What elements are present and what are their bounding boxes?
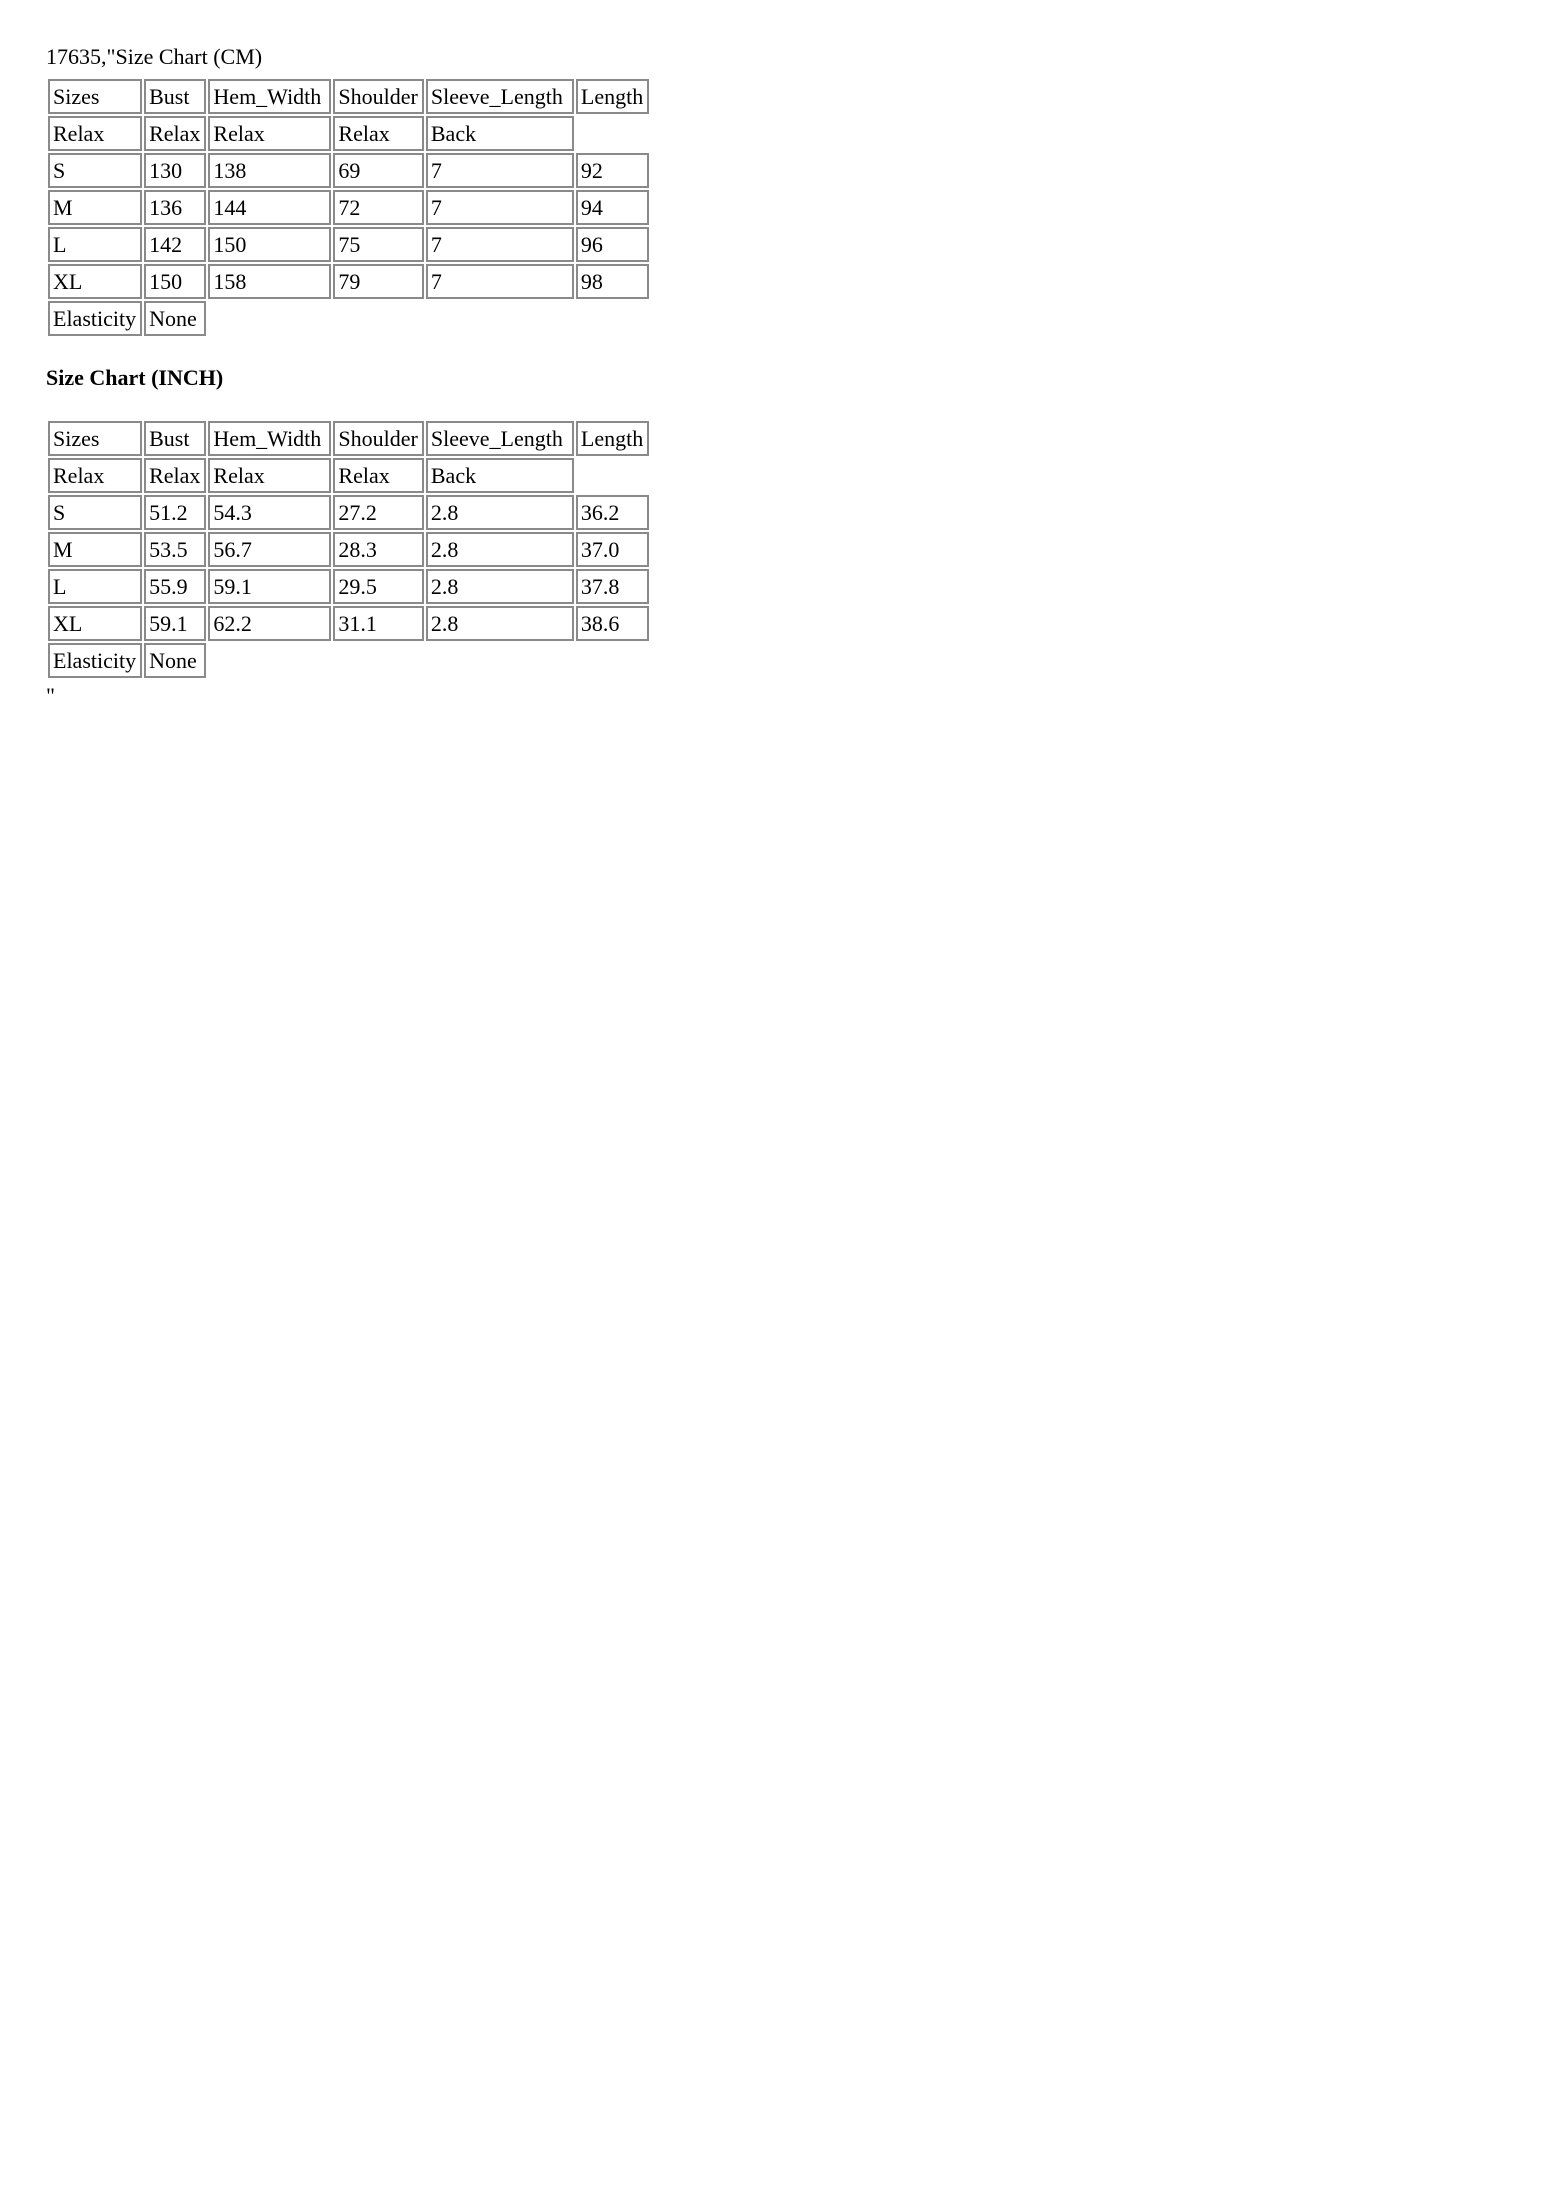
cm-header-hem-width: Hem_Width (208, 79, 331, 114)
hem-value: 54.3 (208, 495, 331, 530)
length-value: 96 (576, 227, 649, 262)
cm-header-row (48, 79, 649, 114)
elasticity-label: Elasticity (48, 643, 142, 678)
shoulder-value: 75 (333, 227, 423, 262)
inch-measure-hem: Relax (208, 458, 331, 493)
inch-measure-row (48, 458, 649, 493)
size-chart-inch-table (46, 419, 651, 680)
cm-measure-row (48, 116, 649, 151)
shoulder-value: 79 (333, 264, 423, 299)
bust-value: 130 (144, 153, 206, 188)
sleeve-value: 2.8 (426, 532, 574, 567)
inch-header-hem-width: Hem_Width (208, 421, 331, 456)
inch-measure-length-empty (576, 458, 649, 493)
inch-measure-shoulder: Relax (333, 458, 423, 493)
length-value: 37.0 (576, 532, 649, 567)
inch-header-sleeve-length: Sleeve_Length (426, 421, 574, 456)
bust-value: 51.2 (144, 495, 206, 530)
sleeve-value: 2.8 (426, 606, 574, 641)
size-label: XL (48, 264, 142, 299)
elasticity-value: None (144, 301, 206, 336)
bust-value: 150 (144, 264, 206, 299)
shoulder-value: 72 (333, 190, 423, 225)
length-value: 94 (576, 190, 649, 225)
cm-header-sizes: Sizes (48, 79, 142, 114)
closing-quote: " (46, 683, 55, 708)
csv-title-line: 17635,"Size Chart (CM) (46, 44, 263, 69)
cm-measure-sizes: Relax (48, 116, 142, 151)
size-label: M (48, 190, 142, 225)
inch-row-s (48, 495, 649, 530)
cm-row-xl (48, 264, 649, 299)
inch-header-bust: Bust (144, 421, 206, 456)
bust-value: 142 (144, 227, 206, 262)
size-chart-cm-table (46, 77, 651, 338)
shoulder-value: 31.1 (333, 606, 423, 641)
shoulder-value: 29.5 (333, 569, 423, 604)
size-label: L (48, 569, 142, 604)
size-label: XL (48, 606, 142, 641)
hem-value: 59.1 (208, 569, 331, 604)
inch-row-l (48, 569, 649, 604)
hem-value: 158 (208, 264, 331, 299)
inch-header-length: Length (576, 421, 649, 456)
sleeve-value: 7 (426, 264, 574, 299)
shoulder-value: 28.3 (333, 532, 423, 567)
inch-measure-sizes: Relax (48, 458, 142, 493)
inch-row-xl (48, 606, 649, 641)
length-value: 37.8 (576, 569, 649, 604)
inch-measure-bust: Relax (144, 458, 206, 493)
inch-header-shoulder: Shoulder (333, 421, 423, 456)
size-label: S (48, 495, 142, 530)
inch-heading: Size Chart (INCH) (46, 365, 224, 390)
elasticity-value: None (144, 643, 206, 678)
inch-measure-sleeve: Back (426, 458, 574, 493)
shoulder-value: 27.2 (333, 495, 423, 530)
cm-header-sleeve-length: Sleeve_Length (426, 79, 574, 114)
bust-value: 136 (144, 190, 206, 225)
cm-measure-length-empty (576, 116, 649, 151)
bust-value: 55.9 (144, 569, 206, 604)
size-label: M (48, 532, 142, 567)
inch-header-row (48, 421, 649, 456)
cm-header-length: Length (576, 79, 649, 114)
cm-row-l (48, 227, 649, 262)
inch-row-m (48, 532, 649, 567)
cm-measure-hem: Relax (208, 116, 331, 151)
hem-value: 62.2 (208, 606, 331, 641)
bust-value: 53.5 (144, 532, 206, 567)
cm-elasticity-row (48, 301, 649, 336)
elasticity-label: Elasticity (48, 301, 142, 336)
cm-row-m (48, 190, 649, 225)
sleeve-value: 7 (426, 227, 574, 262)
bust-value: 59.1 (144, 606, 206, 641)
length-value: 98 (576, 264, 649, 299)
sleeve-value: 2.8 (426, 569, 574, 604)
hem-value: 144 (208, 190, 331, 225)
sleeve-value: 2.8 (426, 495, 574, 530)
inch-header-sizes: Sizes (48, 421, 142, 456)
sleeve-value: 7 (426, 190, 574, 225)
shoulder-value: 69 (333, 153, 423, 188)
document-page (0, 0, 1550, 709)
cm-measure-shoulder: Relax (333, 116, 423, 151)
cm-header-bust: Bust (144, 79, 206, 114)
size-label: S (48, 153, 142, 188)
cm-measure-sleeve: Back (426, 116, 574, 151)
hem-value: 56.7 (208, 532, 331, 567)
cm-header-shoulder: Shoulder (333, 79, 423, 114)
length-value: 38.6 (576, 606, 649, 641)
hem-value: 138 (208, 153, 331, 188)
length-value: 92 (576, 153, 649, 188)
cm-measure-bust: Relax (144, 116, 206, 151)
length-value: 36.2 (576, 495, 649, 530)
sleeve-value: 7 (426, 153, 574, 188)
size-label: L (48, 227, 142, 262)
cm-row-s (48, 153, 649, 188)
hem-value: 150 (208, 227, 331, 262)
inch-elasticity-row (48, 643, 649, 678)
